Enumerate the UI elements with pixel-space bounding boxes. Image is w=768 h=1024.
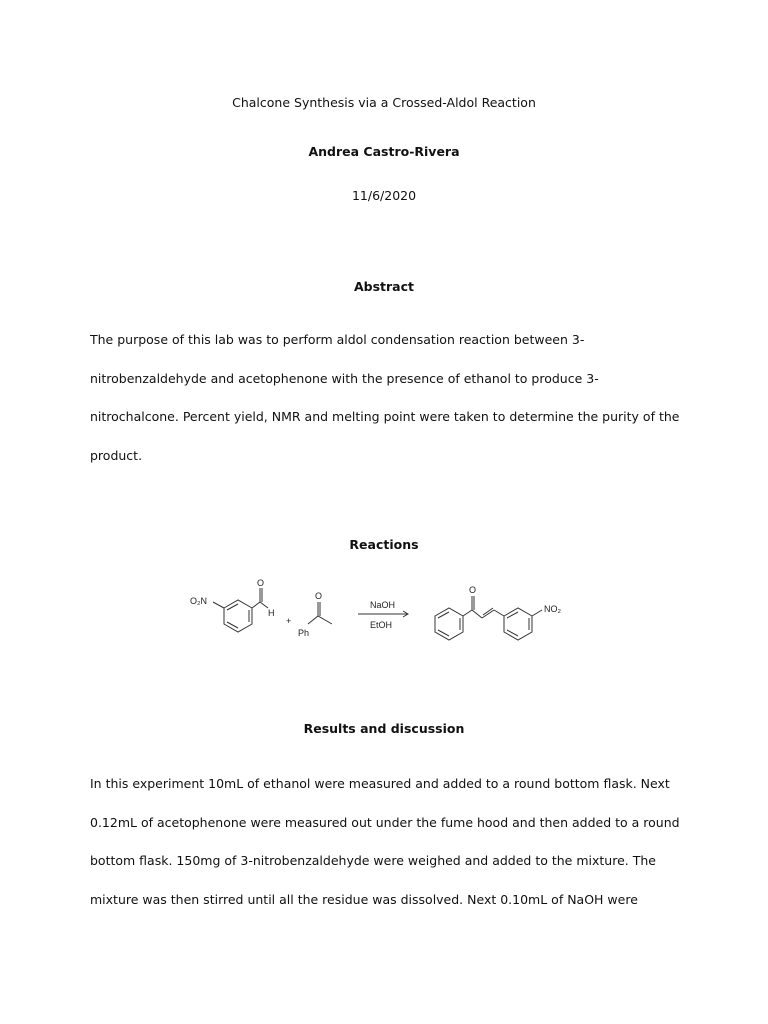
abstract-heading: Abstract <box>353 279 415 294</box>
phenyl-label: Ph <box>298 628 310 638</box>
document-title: Chalcone Synthesis via a Crossed-Aldol Reaction <box>232 95 536 110</box>
alkene-bond <box>494 610 504 616</box>
benzene-ring <box>435 608 463 640</box>
benzene-ring <box>224 600 252 632</box>
ketone-skeleton <box>308 616 332 624</box>
results-heading: Results and discussion <box>303 721 465 736</box>
alkene-bond <box>472 610 482 618</box>
reaction-arrow <box>358 600 408 630</box>
nitro-bond <box>213 602 224 608</box>
carbonyl-carbon-bond <box>463 610 472 616</box>
aldehyde-bond <box>252 602 260 608</box>
reactant-nitrobenzaldehyde <box>190 578 275 632</box>
aldehyde-oxygen-label: O <box>257 578 265 588</box>
reagent-etoh: EtOH <box>370 620 393 630</box>
reactant-acetophenone <box>298 591 332 638</box>
reagent-naoh: NaOH <box>370 600 396 610</box>
aldehyde-hydrogen-label: H <box>268 608 275 618</box>
benzene-ring <box>504 608 532 640</box>
plus-sign: + <box>286 616 292 626</box>
results-paragraph: In this experiment 10mL of ethanol were measured and added to a round bottom flask. Next 0.12mL of acetophenone were measured out under the fume hood and then added to a round bottom flask. 150mg of 3-nitrobenzaldehyde were weighed and added to the mixture. The mixture was then stirred until all the residue was dissolved. Next 0.10mL of NaOH were <box>90 776 680 907</box>
nitro-bond <box>532 610 542 616</box>
product-nitrochalcone <box>435 585 562 640</box>
author-name: Andrea Castro-Rivera <box>308 144 460 159</box>
product-oxygen-label: O <box>469 585 477 595</box>
reactions-heading: Reactions <box>349 537 419 552</box>
abstract-paragraph: The purpose of this lab was to perform aldol condensation reaction between 3-nitrobenzaldehyde and acetophenone with the presence of ethanol to produce 3-nitrochalcone. Percent yield, NMR and melting point were taken to determine the purity of the product. <box>90 332 680 463</box>
aldehyde-h-bond <box>260 602 268 608</box>
nitro-group-label: O₂N <box>190 596 207 606</box>
product-nitro-label: NO₂ <box>544 604 561 614</box>
reaction-scheme <box>180 578 590 648</box>
ketone-oxygen-label: O <box>315 591 323 601</box>
document-date: 11/6/2020 <box>351 188 417 203</box>
